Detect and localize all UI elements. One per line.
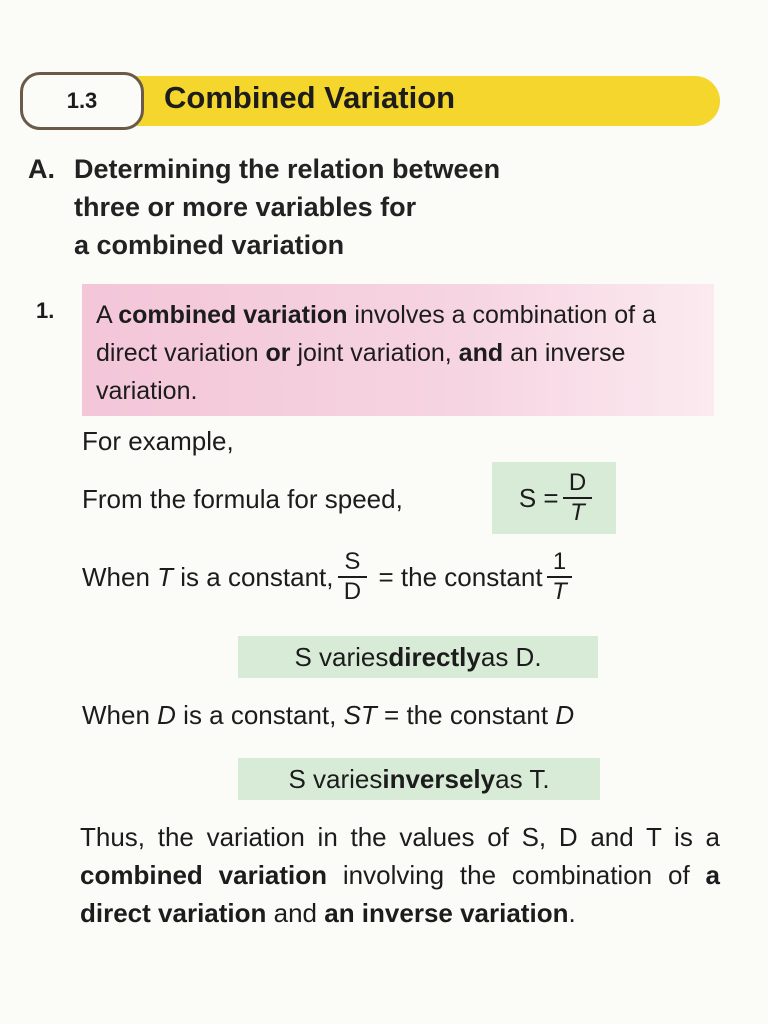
conclusion-mid: involving the combination of bbox=[327, 860, 706, 890]
line2-mid: is a constant, bbox=[175, 700, 344, 730]
def-pre: A bbox=[96, 301, 119, 329]
directly-box bbox=[238, 636, 598, 678]
constant-t-line bbox=[82, 548, 569, 606]
section-banner bbox=[20, 72, 720, 130]
def-bold-or: or bbox=[265, 339, 291, 367]
def-mid: involves a combination of a direct variation bbox=[96, 301, 656, 367]
def-end: an inverse variation. bbox=[96, 339, 626, 405]
section-number: 1.3 bbox=[20, 72, 144, 130]
formula-fraction bbox=[566, 469, 589, 527]
line2-pre: When bbox=[82, 700, 158, 730]
definition-text bbox=[96, 296, 716, 410]
heading-line-3: a combined variation bbox=[74, 230, 345, 260]
inversely-box bbox=[238, 758, 600, 800]
box1-bold: directly bbox=[388, 641, 481, 672]
ratio-numerator: S bbox=[344, 548, 361, 575]
heading-line-2: three or more variables for bbox=[74, 192, 417, 222]
conclusion-paragraph bbox=[80, 818, 720, 932]
subsection-heading bbox=[28, 150, 500, 264]
constant-d-line bbox=[82, 700, 574, 731]
line2-const: D bbox=[555, 700, 575, 730]
conclusion-bold-combined: combined variation bbox=[80, 860, 328, 890]
conclusion-pre: Thus, the variation in the values of S, D and T is a bbox=[80, 822, 720, 852]
def-bold-and: and bbox=[458, 339, 504, 367]
box2-bold: inversely bbox=[382, 763, 496, 794]
line1-var: T bbox=[157, 561, 174, 592]
const-numerator: 1 bbox=[552, 548, 567, 575]
ratio-s-over-d bbox=[341, 548, 364, 606]
line1-pre: When bbox=[82, 561, 150, 592]
item-number: 1. bbox=[36, 298, 55, 323]
formula-denominator: T bbox=[570, 499, 585, 526]
line1-mid: is a constant, bbox=[180, 561, 334, 592]
heading-line-1: Determining the relation between bbox=[74, 154, 501, 184]
conclusion-mid2: and bbox=[266, 898, 325, 928]
box1-post: as D. bbox=[480, 641, 542, 672]
example-intro: For example, bbox=[82, 426, 234, 456]
conclusion-bold-direct: a direct variation bbox=[80, 860, 720, 928]
ratio-denominator: D bbox=[343, 578, 362, 605]
def-bold-combined: combined variation bbox=[118, 301, 348, 329]
constant-one-over-t bbox=[550, 548, 569, 606]
section-title: Combined Variation bbox=[164, 80, 456, 115]
conclusion-end: . bbox=[568, 898, 576, 928]
box1-pre: S varies bbox=[294, 641, 389, 672]
line1-eq: = the constant bbox=[378, 561, 543, 592]
formula-text: From the formula for speed, bbox=[82, 484, 403, 514]
line2-var: D bbox=[157, 700, 176, 730]
box2-post: as T. bbox=[495, 763, 550, 794]
line2-expr: ST bbox=[343, 700, 377, 730]
subsection-label: A. bbox=[28, 154, 55, 184]
def-mid2: joint variation, bbox=[290, 339, 459, 367]
const-denominator: T bbox=[552, 578, 567, 605]
speed-formula bbox=[492, 462, 616, 534]
line2-eq: = the constant bbox=[376, 700, 556, 730]
formula-numerator: D bbox=[568, 469, 587, 496]
formula-lhs: S = bbox=[518, 482, 559, 513]
box2-pre: S varies bbox=[288, 763, 383, 794]
conclusion-bold-inverse: an inverse variation bbox=[324, 898, 569, 928]
